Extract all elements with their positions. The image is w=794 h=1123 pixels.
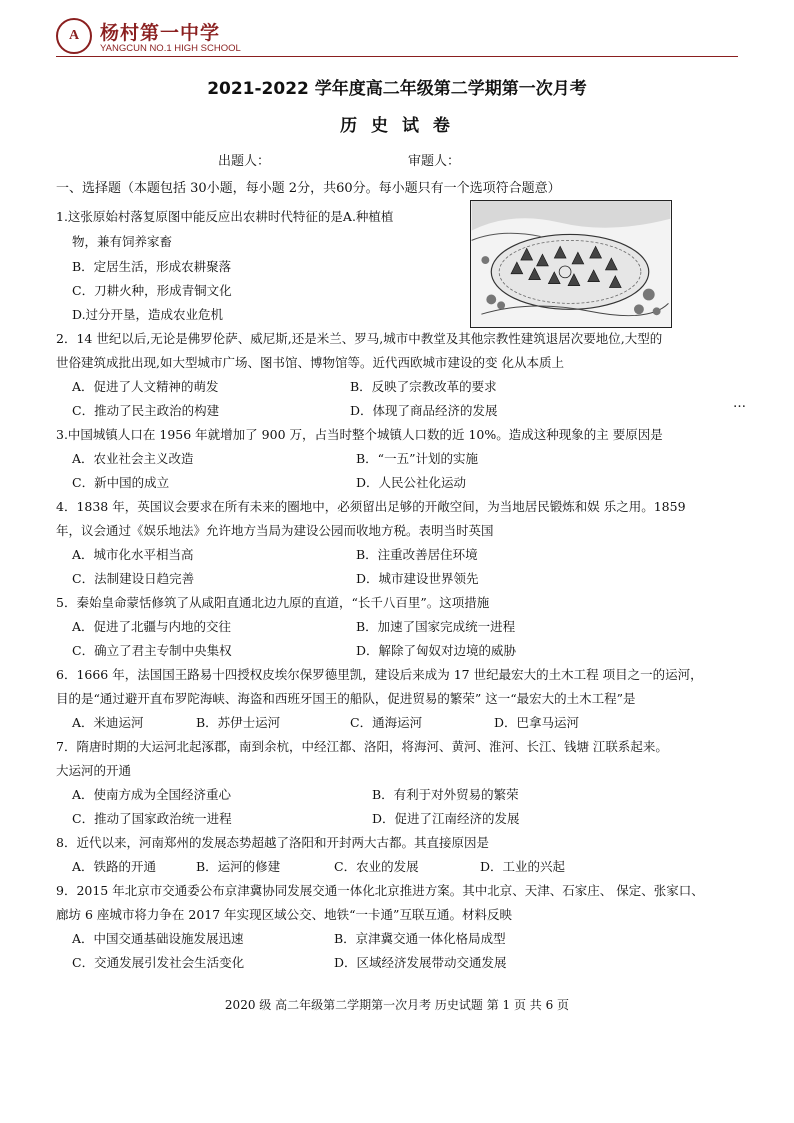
- q1-option-b: B．定居生活，形成农耕聚落: [72, 259, 232, 274]
- q3-option-b: B．“一五”计划的实施: [356, 451, 478, 466]
- q1-option-c: C．刀耕火种，形成青铜文化: [72, 283, 232, 298]
- exam-title: 2021-2022 学年度高二年级第二学期第一次月考: [207, 79, 587, 99]
- q6-option-a: A．米迪运河: [72, 715, 144, 730]
- q1-option-a-cont: 物，兼有饲养家畜: [72, 234, 173, 249]
- q4-option-d: D．城市建设世界领先: [356, 571, 479, 586]
- q9-option-c: C．交通发展引发社会生活变化: [72, 955, 245, 970]
- q2-stem-1: 2．14 世纪以后,无论是佛罗伦萨、威尼斯,还是米兰、罗马,城市中教堂及其他宗教性建筑退居次要地位,大型的: [56, 331, 663, 346]
- q1-option-d: D.过分开垦，造成农业危机: [72, 307, 224, 322]
- q4-option-a: A．城市化水平相当高: [72, 547, 194, 562]
- q3-option-d: D．人民公社化运动: [356, 475, 467, 490]
- school-name-en: YANGCUN NO.1 HIGH SCHOOL: [100, 43, 241, 54]
- q7-option-b: B．有利于对外贸易的繁荣: [372, 787, 519, 802]
- more-ellipsis: …: [733, 396, 747, 411]
- q7-option-c: C．推动了国家政治统一进程: [72, 811, 232, 826]
- q5-option-a: A．促进了北疆与内地的交往: [72, 619, 232, 634]
- q6-option-d: D．巴拿马运河: [494, 715, 580, 730]
- q6-option-b: B．苏伊士运河: [196, 715, 281, 730]
- page-footer: 2020 级 高二年级第二学期第一次月考 历史试题 第 1 页 共 6 页: [224, 998, 570, 1012]
- q9-stem-1: 9．2015 年北京市交通委公布京津冀协同发展交通一体化北京推进方案。其中北京、天津、石家庄、 保定、张家口、: [56, 883, 704, 898]
- village-illustration: [470, 200, 672, 328]
- q9-option-a: A．中国交通基础设施发展迅速: [72, 931, 244, 946]
- q8-option-a: A．铁路的开通: [72, 859, 157, 874]
- q7-option-d: D．促进了江南经济的发展: [372, 811, 520, 826]
- q5-option-d: D．解除了匈奴对边境的威胁: [356, 643, 517, 658]
- q2-option-b: B．反映了宗教改革的要求: [350, 379, 497, 394]
- q8-option-c: C．农业的发展: [334, 859, 419, 874]
- q6-option-c: C．通海运河: [350, 715, 423, 730]
- reviewer-label: 审题人：: [408, 154, 461, 169]
- q2-option-a: A．促进了人文精神的萌发: [72, 379, 219, 394]
- q2-option-c: C．推动了民主政治的构建: [72, 403, 220, 418]
- q7-option-a: A．使南方成为全国经济重心: [72, 787, 232, 802]
- q8-option-b: B．运河的修建: [196, 859, 281, 874]
- q7-stem-2: 大运河的开通: [56, 763, 132, 778]
- q8-stem: 8．近代以来，河南郑州的发展态势超越了洛阳和开封两大古都。其直接原因是: [56, 835, 489, 850]
- q2-option-d: D．体现了商品经济的发展: [350, 403, 498, 418]
- q4-stem-1: 4．1838 年，英国议会要求在所有未来的圈地中，必须留出足够的开敞空间，为当地居民锻炼和娱 乐之用。1859: [56, 499, 686, 514]
- q3-option-a: A．农业社会主义改造: [72, 451, 194, 466]
- q5-option-c: C．确立了君主专制中央集权: [72, 643, 232, 658]
- q4-stem-2: 年，议会通过《娱乐地法》允许地方当局为建设公园而收地方税。表明当时英国: [56, 523, 494, 538]
- q9-option-d: D．区域经济发展带动交通发展: [334, 955, 507, 970]
- q4-option-b: B．注重改善居住环境: [356, 547, 478, 562]
- school-name: 杨村第一中学: [100, 22, 221, 44]
- q7-stem-1: 7．隋唐时期的大运河北起涿郡，南到余杭，中经江都、洛阳，将海河、黄河、淮河、长江、钱塘 江联系起来。: [56, 739, 668, 754]
- q6-stem-1: 6．1666 年，法国国王路易十四授权皮埃尔保罗德里凯，建设后来成为 17 世纪最宏大的土木工程 项目之一的运河，: [56, 667, 703, 682]
- q3-stem: 3.中国城镇人口在 1956 年就增加了 900 万，占当时整个城镇人口数的近 10%。造成这种现象的主 要原因是: [56, 427, 663, 442]
- q8-option-d: D．工业的兴起: [480, 859, 566, 874]
- q6-stem-2: 目的是“通过避开直布罗陀海峡、海盗和西班牙国王的船队，促进贸易的繁荣” 这一“最宏大的土木工程”是: [56, 691, 636, 706]
- q1-stem: 1.这张原始村落复原图中能反应出农耕时代特征的是A.种植植: [56, 209, 394, 224]
- school-logo: [56, 16, 246, 60]
- q9-stem-2: 廊坊 6 座城市将力争在 2017 年实现区域公交、地铁“一卡通”互联互通。材料反映: [56, 907, 512, 922]
- village-sketch-icon: [471, 201, 671, 327]
- q2-stem-2: 世俗建筑成批出现,如大型城市广场、图书馆、博物馆等。近代西欧城市建设的变 化从本质上: [56, 355, 564, 370]
- q4-option-c: C．法制建设日趋完善: [72, 571, 195, 586]
- section-heading: 一、选择题（本题包括 30小题，每小题 2分，共60分。每小题只有一个选项符合题意）: [56, 181, 561, 196]
- setter-label: 出题人：: [218, 154, 271, 169]
- q5-stem: 5．秦始皇命蒙恬修筑了从咸阳直通北边九原的直道，“长千八百里”。这项措施: [56, 595, 490, 610]
- exam-subject: 历 史 试 卷: [340, 116, 454, 136]
- q9-option-b: B．京津冀交通一体化格局成型: [334, 931, 506, 946]
- school-emblem-icon: A: [56, 18, 92, 54]
- q5-option-b: B．加速了国家完成统一进程: [356, 619, 516, 634]
- q3-option-c: C．新中国的成立: [72, 475, 170, 490]
- header-divider: [56, 56, 738, 57]
